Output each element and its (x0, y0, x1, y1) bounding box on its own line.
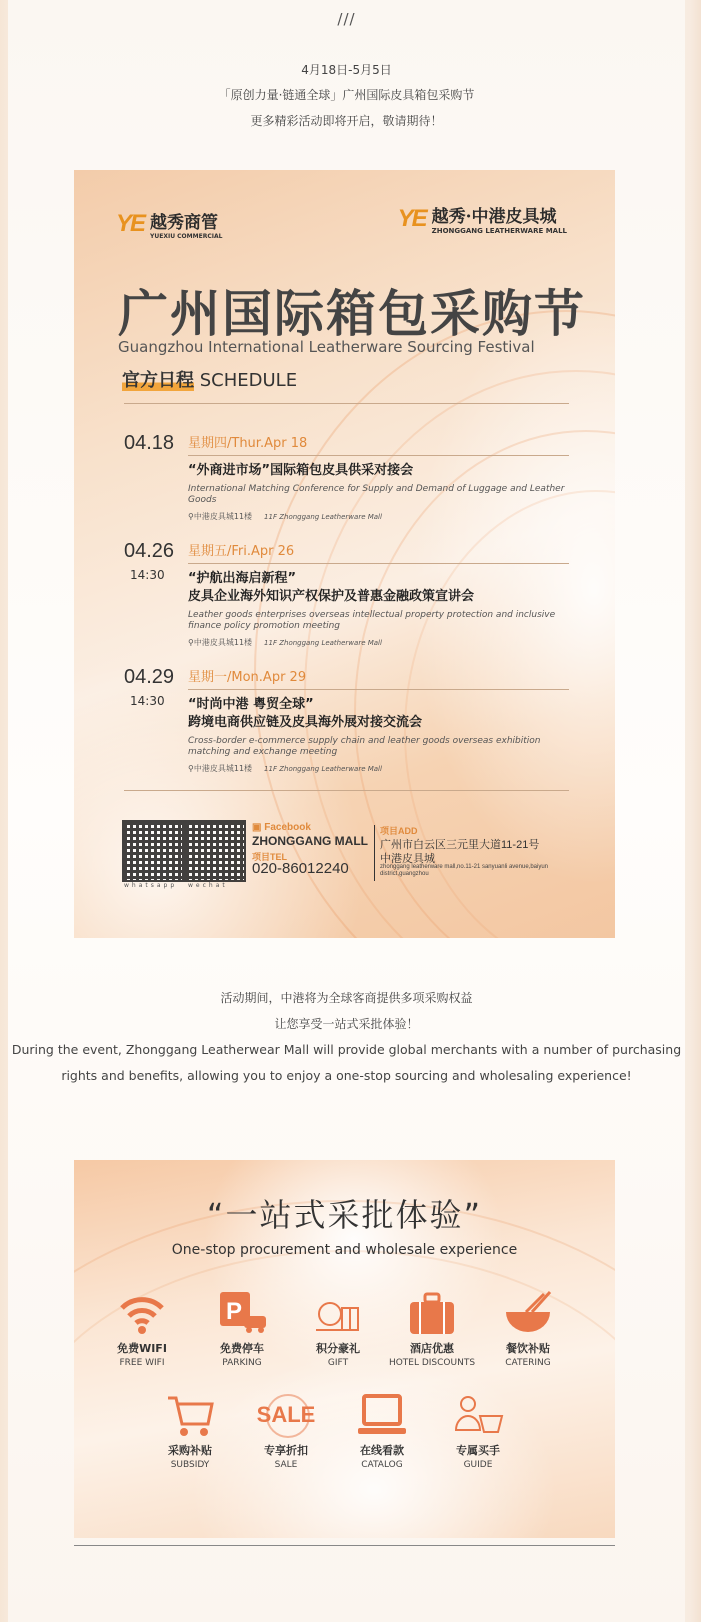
benefit-wifi (92, 1290, 192, 1368)
cart-icon (164, 1392, 216, 1440)
location-pin-icon: ⚲ (188, 764, 194, 773)
benefits-poster (74, 1160, 615, 1538)
benefit-en: CATERING (505, 1358, 551, 1368)
benefit-catering (478, 1290, 578, 1368)
gift-icon (312, 1290, 364, 1338)
coming-soon: 更多精彩活动即将开启，敬请期待！ (250, 114, 443, 128)
event-title (188, 696, 569, 732)
event-date: 04.26 (124, 540, 175, 562)
poster-title: 广州国际箱包采购节 (118, 285, 586, 343)
logo-left-cn: 越秀商管 (150, 213, 219, 233)
schedule-cn: 官方日程 (122, 370, 194, 391)
facebook-icon: ▣ (252, 822, 265, 833)
event-day: 星期五/Fri.Apr 26 (188, 540, 569, 564)
location-cn: 中港皮具城11楼 (193, 638, 253, 647)
whatsapp-qr-code[interactable] (122, 820, 184, 882)
sale-icon (256, 1392, 316, 1440)
benefit-cn: 在线看款 (360, 1444, 404, 1457)
benefit-en: FREE WIFI (119, 1358, 165, 1368)
divider: /// (337, 10, 356, 28)
event-title-line1: “时尚中港 粤贸全球” (188, 697, 314, 712)
middle-line2: 让您享受一站式采批体验！ (274, 1017, 419, 1031)
event-location (188, 763, 569, 774)
benefit-en: GUIDE (463, 1460, 493, 1470)
benefit-catalog (332, 1392, 432, 1470)
middle-line1: 活动期间，中港将为全球客商提供多项采购权益 (220, 991, 473, 1005)
laptop-icon (356, 1392, 408, 1440)
event-title (188, 462, 569, 480)
location-cn: 中港皮具城11楼 (193, 764, 253, 773)
benefit-subsidy (140, 1392, 240, 1470)
benefit-en: SALE (274, 1460, 298, 1470)
benefit-cn: 免费WIFI (117, 1342, 167, 1355)
benefit-guide (428, 1392, 528, 1470)
qr-label-wechat: wechat (188, 882, 228, 889)
shopper-icon (452, 1392, 504, 1440)
date-range: 4月18日-5月5日 (301, 63, 392, 77)
event-title (188, 570, 569, 606)
benefit-en: SUBSIDY (170, 1460, 210, 1470)
logo-left-en: YUEXIU COMMERCIAL (150, 233, 223, 240)
bottom-divider (74, 1545, 615, 1546)
yuexiu-logo (116, 208, 222, 240)
benefit-cn: 采购补贴 (168, 1444, 212, 1457)
benefits-subtitle: One-stop procurement and wholesale experience (171, 1242, 518, 1258)
benefit-en: GIFT (327, 1358, 349, 1368)
logo-right-cn: 越秀·中港皮具城 (431, 207, 557, 227)
location-en: 11F Zhonggang Leatherware Mall (264, 513, 382, 521)
address-line1: 广州市白云区三元里大道11-21号 (380, 839, 540, 851)
event-location (188, 511, 569, 522)
facebook-text: Facebook (264, 822, 311, 833)
benefit-cn: 免费停车 (220, 1342, 264, 1355)
divider-line (124, 790, 569, 791)
wifi-icon (116, 1290, 168, 1338)
suitcase-icon (406, 1290, 458, 1338)
facebook-label (252, 822, 311, 833)
benefit-cn: 餐饮补贴 (506, 1342, 550, 1355)
benefit-cn: 积分豪礼 (316, 1342, 360, 1355)
benefit-cn: 专属买手 (456, 1444, 500, 1457)
event-day: 星期四/Thur.Apr 18 (188, 432, 569, 456)
event-en: Cross-border e-commerce supply chain and leather goods overseas exhibition matching and exchange meeting (188, 736, 541, 757)
wechat-qr-code[interactable] (184, 820, 246, 882)
event-time: 14:30 (130, 568, 165, 582)
benefit-sale (236, 1392, 336, 1470)
tel-number: 020-86012240 (252, 860, 349, 877)
benefit-cn: 酒店优惠 (410, 1342, 454, 1355)
benefit-en: PARKING (222, 1358, 262, 1368)
ye-logo-mark: YE (397, 204, 426, 232)
event-time: 14:30 (130, 694, 165, 708)
zhonggang-logo (398, 202, 567, 235)
address-en: zhonggang leatherware mall,no.11-21 sanyuanli avenue,baiyun district,guangzhou (380, 864, 549, 877)
svg-text:P: P (226, 1298, 243, 1325)
middle-en: During the event, Zhonggang Leatherwear Mall will provide global merchants with a number of purchasing rights and benefits, allowing you to enjoy a one-stop sourcing and wholesaling experience! (11, 1042, 682, 1083)
location-cn: 中港皮具城11楼 (193, 512, 253, 521)
sale-badge: SALE (256, 1402, 316, 1427)
address-label: 项目ADD (380, 826, 418, 836)
event-title-line1: “护航出海启新程” (188, 571, 297, 586)
benefit-en: CATALOG (361, 1460, 403, 1470)
logo-right-en: ZHONGGANG LEATHERWARE MALL (431, 227, 567, 235)
benefit-parking (192, 1290, 292, 1368)
schedule-poster (74, 170, 615, 938)
event-date: 04.18 (124, 432, 175, 454)
event-title-line2: 皮具企业海外知识产权保护及普惠金融政策宣讲会 (188, 589, 475, 604)
page (8, 0, 685, 1622)
ye-logo-mark: YE (116, 210, 145, 237)
location-pin-icon: ⚲ (188, 512, 194, 521)
qr-label-whatsapp: whatsapp (124, 882, 178, 889)
address-line2: 中港皮具城 (380, 853, 435, 865)
festival-name: 「原创力量·链通全球」广州国际皮具箱包采购节 (218, 88, 475, 102)
divider-line (124, 403, 569, 404)
parking-icon (216, 1290, 268, 1338)
event-en: International Matching Conference for Supply and Demand of Luggage and Leather Goods (188, 484, 565, 505)
location-pin-icon: ⚲ (188, 638, 194, 647)
benefit-hotel (382, 1290, 482, 1368)
contact-divider (374, 825, 375, 881)
schedule-en: SCHEDULE (199, 370, 298, 391)
bowl-icon (502, 1290, 554, 1338)
tel-label: 项目TEL (252, 852, 287, 862)
event-day: 星期一/Mon.Apr 29 (188, 666, 569, 690)
event-date: 04.29 (124, 666, 175, 688)
event-en: Leather goods enterprises overseas intellectual property protection and inclusive finance policy promotion meeting (188, 610, 556, 631)
mall-name: ZHONGGANG MALL (252, 834, 368, 848)
benefit-en: HOTEL DISCOUNTS (388, 1358, 476, 1368)
location-en: 11F Zhonggang Leatherware Mall (264, 639, 382, 647)
event-title-line1: “外商进市场”国际箱包皮具供采对接会 (188, 463, 414, 478)
location-en: 11F Zhonggang Leatherware Mall (264, 765, 382, 773)
benefit-cn: 专享折扣 (264, 1444, 308, 1457)
benefit-gift (288, 1290, 388, 1368)
poster-title-en: Guangzhou International Leatherware Sourcing Festival (118, 338, 535, 356)
benefits-title: “一站式采批体验” (206, 1196, 483, 1234)
event-title-line2: 跨境电商供应链及皮具海外展对接交流会 (188, 715, 423, 730)
schedule-heading (122, 366, 297, 392)
event-location (188, 637, 569, 648)
